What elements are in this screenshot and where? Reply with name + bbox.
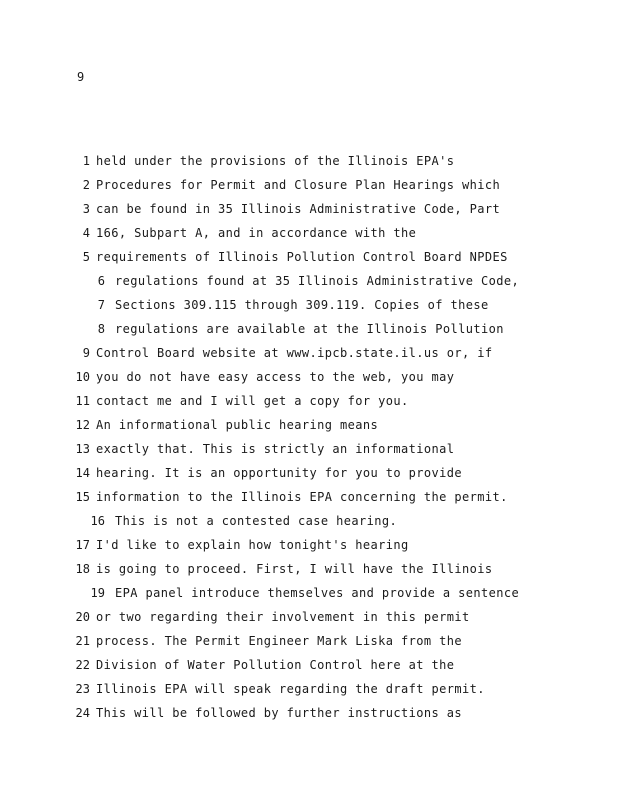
line-text: you do not have easy access to the web, you may <box>96 370 455 384</box>
transcript-line <box>0 200 618 224</box>
line-text: requirements of Illinois Pollution Control Board NPDES <box>96 250 508 264</box>
transcript-line <box>0 272 618 296</box>
transcript-line <box>0 680 618 704</box>
line-text: process. The Permit Engineer Mark Liska from the <box>96 634 462 648</box>
transcript-line <box>0 152 618 176</box>
line-number: 15 <box>75 490 90 504</box>
transcript-line <box>0 176 618 200</box>
line-number: 12 <box>75 418 90 432</box>
line-number: 13 <box>75 442 90 456</box>
transcript-lines <box>0 152 618 728</box>
page-number: 9 <box>77 70 85 84</box>
transcript-line <box>0 368 618 392</box>
line-number: 19 <box>90 586 105 600</box>
line-text: I'd like to explain how tonight's hearing <box>96 538 409 552</box>
line-text: Division of Water Pollution Control here at the <box>96 658 455 672</box>
line-number: 6 <box>97 274 105 288</box>
transcript-line <box>0 224 618 248</box>
line-text: is going to proceed. First, I will have the Illinois <box>96 562 493 576</box>
transcript-line <box>0 632 618 656</box>
line-text: This will be followed by further instructions as <box>96 706 462 720</box>
line-number: 4 <box>82 226 90 240</box>
line-text: An informational public hearing means <box>96 418 379 432</box>
transcript-line <box>0 320 618 344</box>
line-text: regulations are available at the Illinois Pollution <box>115 322 504 336</box>
line-number: 23 <box>75 682 90 696</box>
transcript-line <box>0 296 618 320</box>
transcript-line <box>0 536 618 560</box>
transcript-line <box>0 608 618 632</box>
transcript-line <box>0 344 618 368</box>
line-number: 10 <box>75 370 90 384</box>
line-number: 11 <box>75 394 90 408</box>
transcript-line <box>0 248 618 272</box>
line-text: held under the provisions of the Illinois EPA's <box>96 154 455 168</box>
line-number: 22 <box>75 658 90 672</box>
transcript-line <box>0 560 618 584</box>
line-text: regulations found at 35 Illinois Administrative Code, <box>115 274 520 288</box>
line-text: can be found in 35 Illinois Administrative Code, Part <box>96 202 501 216</box>
line-text: 166, Subpart A, and in accordance with the <box>96 226 417 240</box>
transcript-line <box>0 584 618 608</box>
line-number: 20 <box>75 610 90 624</box>
line-number: 24 <box>75 706 90 720</box>
line-text: or two regarding their involvement in this permit <box>96 610 470 624</box>
line-text: Procedures for Permit and Closure Plan Hearings which <box>96 178 501 192</box>
transcript-line <box>0 512 618 536</box>
transcript-line <box>0 488 618 512</box>
line-text: hearing. It is an opportunity for you to provide <box>96 466 462 480</box>
transcript-line <box>0 464 618 488</box>
transcript-line <box>0 656 618 680</box>
line-number: 2 <box>82 178 90 192</box>
transcript-line <box>0 416 618 440</box>
line-number: 3 <box>82 202 90 216</box>
line-number: 16 <box>90 514 105 528</box>
line-text: contact me and I will get a copy for you. <box>96 394 409 408</box>
line-number: 14 <box>75 466 90 480</box>
line-text: exactly that. This is strictly an informational <box>96 442 455 456</box>
line-number: 21 <box>75 634 90 648</box>
line-text: information to the Illinois EPA concerning the permit. <box>96 490 508 504</box>
line-text: Control Board website at www.ipcb.state.il.us or, if <box>96 346 493 360</box>
line-number: 8 <box>97 322 105 336</box>
line-number: 9 <box>82 346 90 360</box>
line-text: EPA panel introduce themselves and provide a sentence <box>115 586 520 600</box>
line-number: 5 <box>82 250 90 264</box>
line-number: 17 <box>75 538 90 552</box>
transcript-line <box>0 704 618 728</box>
line-number: 1 <box>82 154 90 168</box>
transcript-line <box>0 440 618 464</box>
line-text: Illinois EPA will speak regarding the draft permit. <box>96 682 485 696</box>
line-text: Sections 309.115 through 309.119. Copies of these <box>115 298 489 312</box>
line-number: 18 <box>75 562 90 576</box>
transcript-line <box>0 392 618 416</box>
line-number: 7 <box>97 298 105 312</box>
line-text: This is not a contested case hearing. <box>115 514 398 528</box>
